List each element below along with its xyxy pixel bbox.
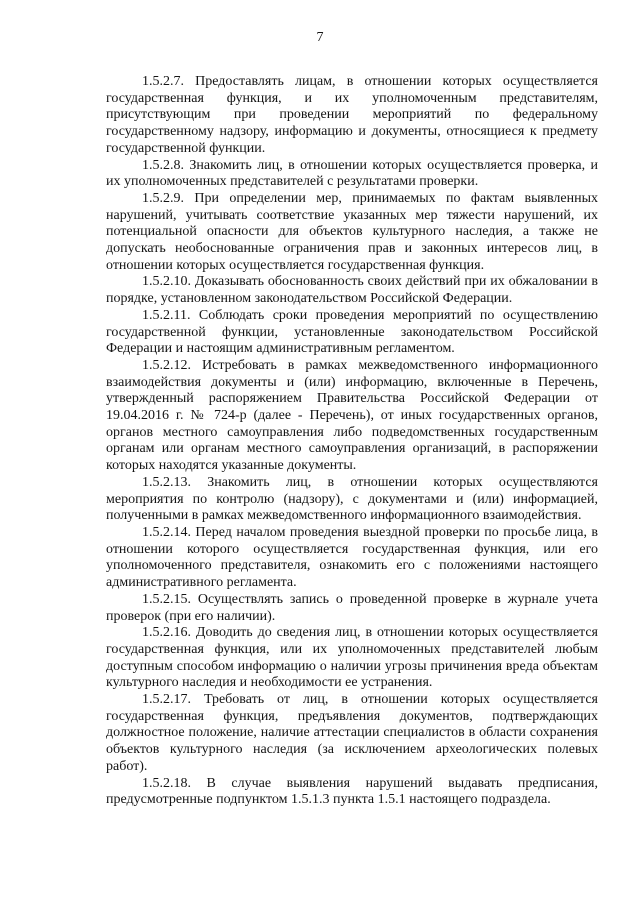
document-body: [106, 74, 598, 809]
paragraph-1-5-2-8: 1.5.2.8. Знакомить лиц, в отношении которых осуществляется проверка, и их уполномоченных представителей с результатами проверки.: [106, 157, 598, 190]
paragraph-1-5-2-7: 1.5.2.7. Предоставлять лицам, в отношении которых осуществляется государственная функция, и их уполномоченным представителям, присутствующим при проведении мероприятий по федеральному государственному надзору, информацию и документы, относящиеся к предмету государственной функции.: [106, 74, 598, 156]
paragraph-1-5-2-13: 1.5.2.13. Знакомить лиц, в отношении которых осуществляются мероприятия по контролю (надзору), с документами и (или) информацией, полученными в рамках межведомственного информационного взаимодействия.: [106, 474, 598, 524]
paragraph-1-5-2-9: 1.5.2.9. При определении мер, принимаемых по фактам выявленных нарушений, учитывать соответствие указанных мер тяжести нарушений, их потенциальной опасности для объектов культурного наследия, а также не допускать необоснованные ограничения прав и законных интересов лиц, в отношении которых осуществляется государственная функция.: [106, 190, 598, 273]
paragraph-1-5-2-18: 1.5.2.18. В случае выявления нарушений выдавать предписания, предусмотренные подпунктом 1.5.1.3 пункта 1.5.1 настоящего подраздела.: [106, 775, 598, 808]
paragraph-1-5-2-12: 1.5.2.12. Истребовать в рамках межведомственного информационного взаимодействия документы и (или) информацию, включенные в Перечень, утвержденный распоряжением Правительства Российской Федерации от 19.04.2016 г. № 724-р (далее - Перечень), от иных государственных органов, органов местного самоуправления либо подведомственных государственным органам или органам местного самоуправления организаций, в распоряжении которых находятся указанные документы.: [106, 357, 598, 474]
paragraph-1-5-2-16: 1.5.2.16. Доводить до сведения лиц, в отношении которых осуществляется государственная функция, или их уполномоченных представителей любым доступным способом информацию о наличии угрозы причинения вреда объектам культурного наследия и необходимости ее устранения.: [106, 625, 598, 691]
paragraph-1-5-2-11: 1.5.2.11. Соблюдать сроки проведения мероприятий по осуществлению государственной функции, установленные законодательством Российской Федерации и настоящим административным регламентом.: [106, 307, 598, 357]
paragraph-1-5-2-17: 1.5.2.17. Требовать от лиц, в отношении которых осуществляется государственная функция, предъявления документов, подтверждающих должностное положение, наличие аттестации специалистов в области сохранения объектов культурного наследия (за исключением археологических полевых работ).: [106, 692, 598, 774]
paragraph-1-5-2-10: 1.5.2.10. Доказывать обоснованность своих действий при их обжаловании в порядке, установленном законодательством Российской Федерации.: [106, 274, 598, 307]
page-number: 7: [316, 30, 324, 45]
paragraph-1-5-2-15: 1.5.2.15. Осуществлять запись о проведенной проверке в журнале учета проверок (при его наличии).: [106, 591, 598, 624]
paragraph-1-5-2-14: 1.5.2.14. Перед началом проведения выездной проверки по просьбе лица, в отношении которого осуществляется государственная функция, или его уполномоченного представителя, ознакомить его с положениями настоящего административного регламента.: [106, 524, 598, 591]
